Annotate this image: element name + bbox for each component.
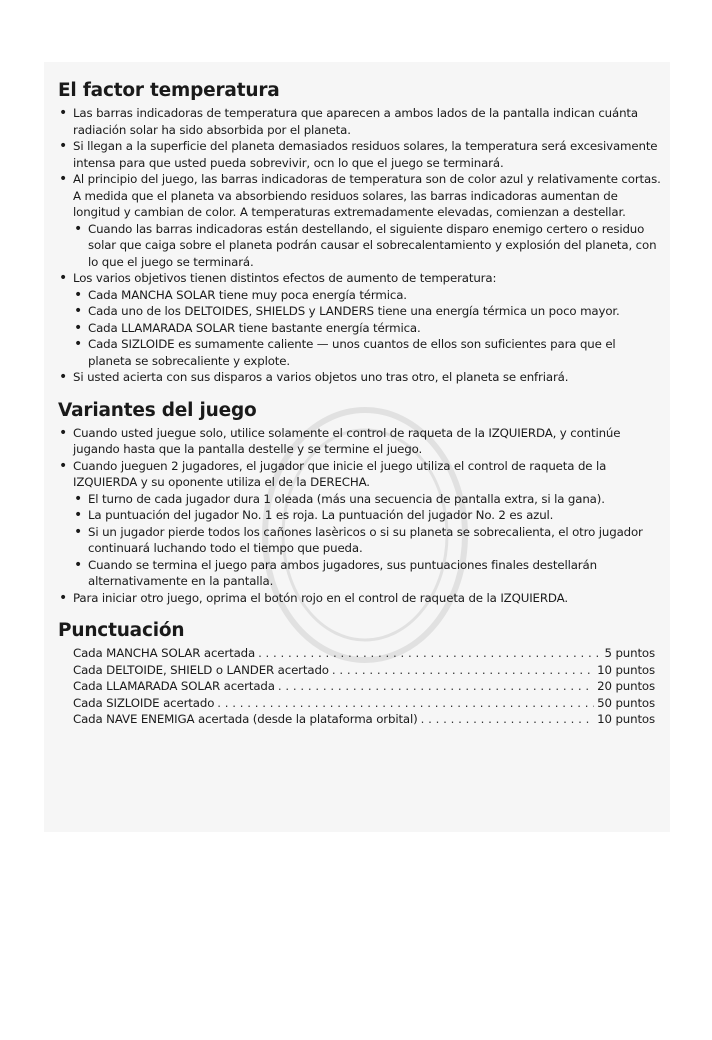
- score-table: [73, 645, 662, 728]
- sub-list-item: • Cada LLAMARADA SOLAR tiene bastante energía térmica.: [58, 320, 662, 337]
- variants-list: [58, 425, 662, 607]
- score-row: [73, 711, 655, 728]
- list-item: • Cuando usted juegue solo, utilice solamente el control de raqueta de la IZQUIERDA, y continúe jugando hasta que la pantalla destelle y se termine el juego.: [58, 425, 662, 458]
- score-label: Cada DELTOIDE, SHIELD o LANDER acertado: [73, 662, 329, 677]
- score-label: Cada NAVE ENEMIGA acertada (desde la plataforma orbital): [73, 712, 418, 726]
- score-label: Cada SIZLOIDE acertado: [73, 695, 215, 710]
- sub-list-item: • La puntuación del jugador No. 1 es roja. La puntuación del jugador No. 2 es azul.: [58, 507, 662, 524]
- temperature-section: [58, 80, 662, 386]
- score-row: [73, 695, 655, 712]
- dot-leader: [217, 695, 594, 712]
- dot-leader: [278, 678, 594, 695]
- score-points: 50 puntos: [597, 695, 655, 710]
- score-points: 10 puntos: [597, 712, 655, 726]
- score-row: [73, 645, 655, 662]
- temperature-list: [58, 105, 662, 386]
- score-row: [73, 662, 655, 679]
- list-item: • Para iniciar otro juego, oprima el botón rojo en el control de raqueta de la IZQUIERDA.: [58, 590, 662, 607]
- section-title-scoring: Punctuación: [58, 620, 185, 641]
- sub-list-item: • Cuando se termina el juego para ambos jugadores, sus puntuaciones finales destellarán alternativamente en la pantalla.: [58, 557, 662, 590]
- dot-leader: [421, 711, 595, 728]
- variants-section: [58, 400, 662, 607]
- score-label: Cada LLAMARADA SOLAR acertada: [73, 679, 275, 693]
- score-points: 20 puntos: [597, 679, 655, 693]
- sub-list-item: • El turno de cada jugador dura 1 oleada (más una secuencia de pantalla extra, si la gana).: [58, 491, 662, 508]
- list-item: • Al principio del juego, las barras indicadoras de temperatura son de color azul y relativamente cortas. A medida que el planeta va absorbiendo residuos solares, las barras indicadoras aumentan de longitud y cambian de color. A temperaturas extremadamente elevadas, comienzan a destellar.: [58, 171, 662, 221]
- score-points: 5 puntos: [604, 646, 655, 660]
- sub-list-item: • Cuando las barras indicadoras están destellando, el siguiente disparo enemigo certero o residuo solar que caiga sobre el planeta podrán causar el sobrecalentamiento y explosión del planeta, con lo que el juego se terminará.: [58, 221, 662, 271]
- list-item: • Las barras indicadoras de temperatura que aparecen a ambos lados de la pantalla indican cuánta radiación solar ha sido absorbida por el planeta.: [58, 105, 662, 138]
- list-item: • Si usted acierta con sus disparos a varios objetos uno tras otro, el planeta se enfriará.: [58, 369, 662, 386]
- sub-list-item: • Si un jugador pierde todos los cañones lasèricos o si su planeta se sobrecalienta, el otro jugador continuará luchando todo el tiempo que pueda.: [58, 524, 662, 557]
- section-title-variants: Variantes del juego: [58, 399, 257, 421]
- dot-leader: [332, 662, 594, 679]
- list-item: • Cuando jueguen 2 jugadores, el jugador que inicie el juego utiliza el control de raqueta de la IZQUIERDA y su oponente utiliza el de la DERECHA.: [58, 458, 662, 491]
- scoring-section: [58, 620, 662, 728]
- list-item: • Los varios objetivos tienen distintos efectos de aumento de temperatura:: [58, 270, 662, 287]
- score-row: [73, 678, 655, 695]
- list-item: • Si llegan a la superficie del planeta demasiados residuos solares, la temperatura será excesivamente intensa para que usted pueda sobrevivir, ocn lo que el juego se terminará.: [58, 138, 662, 171]
- sub-list-item: • Cada SIZLOIDE es sumamente caliente — unos cuantos de ellos son suficientes para que el planeta se sobrecaliente y explote.: [58, 336, 662, 369]
- score-label: Cada MANCHA SOLAR acertada: [73, 646, 256, 660]
- sub-list-item: • Cada uno de los DELTOIDES, SHIELDS y LANDERS tiene una energía térmica un poco mayor.: [58, 303, 662, 320]
- section-title-temperature: El factor temperatura: [58, 80, 280, 101]
- score-points: 10 puntos: [597, 662, 655, 677]
- dot-leader: [258, 645, 601, 662]
- sub-list-item: • Cada MANCHA SOLAR tiene muy poca energía térmica.: [58, 287, 662, 304]
